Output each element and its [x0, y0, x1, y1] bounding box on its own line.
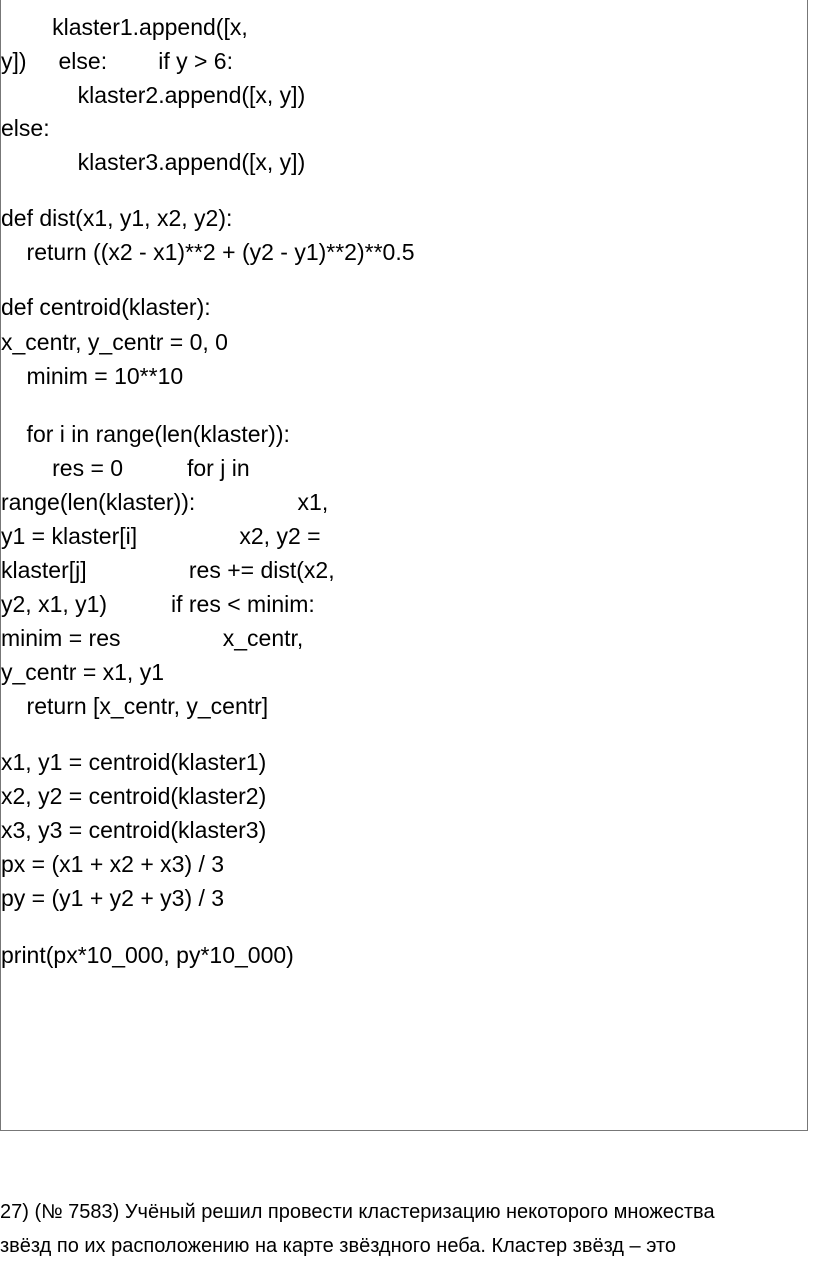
code-line: def dist(x1, y1, x2, y2):: [1, 205, 233, 231]
code-line: y1 = klaster[i] x2, y2 =: [1, 523, 321, 549]
code-line: else:: [1, 115, 50, 141]
code-line: print(px*10_000, py*10_000): [1, 942, 294, 968]
code-line: return [x_centr, y_centr]: [1, 693, 269, 719]
code-line: minim = 10**10: [1, 363, 184, 389]
code-line: py = (y1 + y2 + y3) / 3: [1, 885, 225, 911]
code-line: x1, y1 = centroid(klaster1): [1, 749, 267, 775]
code-line: range(len(klaster)): x1,: [1, 489, 329, 515]
code-line: y]) else: if y > 6:: [1, 48, 233, 74]
code-line: klaster2.append([x, y]): [1, 82, 306, 108]
code-line: px = (x1 + x2 + x3) / 3: [1, 851, 225, 877]
task-line-2: звёзд по их расположению на карте звёздного неба. Кластер звёзд – это: [0, 1235, 677, 1257]
code-line: y_centr = x1, y1: [1, 659, 164, 685]
code-line: res = 0 for j in: [1, 455, 250, 481]
code-line: x_centr, y_centr = 0, 0: [1, 329, 228, 355]
code-line: def centroid(klaster):: [1, 294, 211, 320]
code-line: return ((x2 - x1)**2 + (y2 - y1)**2)**0.5: [1, 239, 415, 265]
code-line: y2, x1, y1) if res < minim:: [1, 591, 315, 617]
task-description: [0, 1195, 812, 1263]
code-line: for i in range(len(klaster)):: [1, 421, 290, 447]
code-line: minim = res x_centr,: [1, 625, 304, 651]
code-line: klaster[j] res += dist(x2,: [1, 557, 335, 583]
code-line: x3, y3 = centroid(klaster3): [1, 817, 267, 843]
task-line-1: 27) (№ 7583) Учёный решил провести кластеризацию некоторого множества: [0, 1201, 715, 1223]
code-line: klaster1.append([x,: [1, 14, 248, 40]
code-line: klaster3.append([x, y]): [1, 149, 306, 175]
code-line: x2, y2 = centroid(klaster2): [1, 783, 267, 809]
